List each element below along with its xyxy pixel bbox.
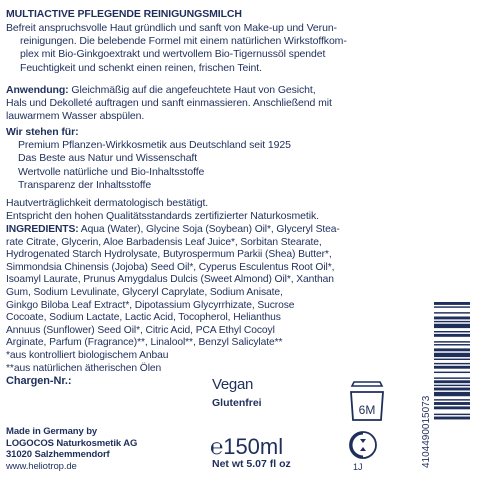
barcode bbox=[420, 300, 472, 470]
intro-line: reinigungen. Die belebende Formel mit einem natürlichen Wirkstoffkom- bbox=[20, 35, 347, 48]
barcode-bar bbox=[434, 406, 470, 409]
batch-label: Chargen-Nr.: bbox=[6, 375, 72, 387]
values-section bbox=[6, 126, 291, 192]
dermatology-text: Entspricht den hohen Qualitätsstandards zertifizierter Naturkosmetik. bbox=[6, 210, 319, 223]
usage-text: Gleichmäßig auf die angefeuchtete Haut von Gesicht, bbox=[71, 84, 316, 96]
pao-label: 6M bbox=[358, 403, 376, 417]
volume-metric bbox=[210, 434, 283, 460]
green-dot-icon bbox=[348, 430, 378, 465]
barcode-bar bbox=[434, 380, 470, 383]
barcode-bar bbox=[434, 312, 470, 313]
usage-section bbox=[6, 84, 332, 124]
product-description bbox=[6, 22, 466, 75]
vegan-claim: Vegan bbox=[212, 376, 254, 393]
barcode-bar bbox=[434, 366, 470, 369]
values-item: Das Beste aus Natur und Wissenschaft bbox=[18, 152, 198, 165]
ingredients-footnote: *aus kontrolliert biologischem Anbau bbox=[6, 349, 169, 361]
dermatology-section bbox=[6, 197, 319, 223]
manufacturer-line: LOGOCOS Naturkosmetik AG bbox=[6, 437, 138, 449]
barcode-bar bbox=[434, 353, 470, 357]
manufacturer-url: www.heliotrop.de bbox=[6, 461, 77, 472]
values-item: Transparenz der Inhaltsstoffe bbox=[18, 178, 152, 191]
barcode-bar bbox=[434, 388, 470, 391]
ingredients-line: Arginate, Parfum (Fragrance)**, Linalool**, Benzyl Salicylate** bbox=[6, 337, 283, 349]
estimated-sign: ℮ bbox=[210, 434, 224, 459]
usage-text: Hals und Dekolleté auftragen und sanft einmassieren. Anschließend mit bbox=[6, 97, 332, 110]
ingredients-text: Aqua (Water), Glycine Soja (Soybean) Oil*, Glyceryl Stea- bbox=[78, 224, 340, 235]
barcode-number: 4104490015073 bbox=[421, 395, 432, 468]
gluten-free-claim: Glutenfrei bbox=[212, 397, 262, 409]
barcode-bar bbox=[434, 334, 470, 337]
manufacturer-info bbox=[6, 426, 137, 461]
barcode-bar bbox=[434, 317, 470, 320]
barcode-bar bbox=[434, 306, 470, 307]
barcode-bar bbox=[434, 359, 470, 360]
ingredients-line: Hydrogenated Starch Hydrolysate, Butyrospermum Parkii (Shea) Butter*, bbox=[6, 249, 332, 261]
ingredients-footnote: **aus natürlichen ätherischen Ölen bbox=[6, 362, 162, 374]
intro-line: Feuchtigkeit und schenkt einen reinen, frischen Teint. bbox=[20, 61, 262, 74]
ingredients-line: Isoamyl Laurate, Prunus Amygdalus Dulcis (Sweet Almond) Oil*, Xanthan bbox=[6, 274, 334, 286]
barcode-bar bbox=[434, 348, 470, 351]
barcode-bar bbox=[434, 344, 470, 345]
intro-line: Befreit anspruchsvolle Haut gründlich und sanft von Make-up und Verun- bbox=[6, 22, 337, 34]
product-title: MULTIACTIVE PFLEGENDE REINIGUNGSMILCH bbox=[6, 8, 242, 20]
ingredients-label: INGREDIENTS: bbox=[6, 224, 79, 235]
manufacturer-line: Made in Germany by bbox=[6, 426, 98, 437]
barcode-bar bbox=[434, 417, 470, 420]
manufacturer-line: 31020 Salzhemmendorf bbox=[6, 449, 110, 460]
barcode-bar bbox=[434, 372, 470, 373]
barcode-bar bbox=[434, 385, 470, 386]
barcode-bar bbox=[434, 377, 470, 378]
barcode-bar bbox=[434, 414, 470, 415]
batch-code: 1J bbox=[353, 462, 363, 472]
barcode-bar bbox=[434, 321, 470, 322]
ingredients-line: Annuus (Sunflower) Seed Oil*, Citric Acid, PCA Ethyl Cocoyl bbox=[6, 324, 275, 336]
barcode-bar bbox=[434, 402, 470, 405]
barcode-bar bbox=[434, 363, 470, 364]
intro-line: plex mit Bio-Ginkgoextrakt und wertvollem Bio-Tigernussöl spendet bbox=[20, 48, 326, 61]
ingredients-line: Gum, Sodium Levulinate, Glyceryl Caprylate, Sodium Anisate, bbox=[6, 286, 283, 298]
barcode-bar bbox=[434, 331, 470, 332]
barcode-bar bbox=[434, 341, 470, 342]
barcode-bar bbox=[434, 302, 470, 305]
volume-imperial: Net wt 5.07 fl oz bbox=[212, 458, 291, 470]
pao-jar-icon bbox=[344, 378, 390, 429]
barcode-bar bbox=[434, 392, 470, 396]
values-item: Premium Pflanzen-Wirkkosmetik aus Deutschland seit 1925 bbox=[18, 139, 291, 152]
ingredients-line: rate Citrate, Glycerin, Aloe Barbadensis Leaf Juice*, Sorbitan Stearate, bbox=[6, 236, 322, 248]
barcode-bar bbox=[434, 399, 470, 400]
volume-value: 150ml bbox=[223, 434, 284, 459]
ingredients-line: Cocoate, Sodium Lactate, Lactic Acid, Tocopherol, Helianthus bbox=[6, 312, 281, 324]
values-item: Wertvolle natürliche und Bio-Inhaltsstoffe bbox=[18, 165, 205, 178]
values-heading: Wir stehen für: bbox=[6, 126, 79, 138]
ingredients-line: Simmondsia Chinensis (Jojoba) Seed Oil*, Cyperus Esculentus Root Oil*, bbox=[6, 261, 335, 273]
ingredients-line: Ginkgo Biloba Leaf Extract*, Dipotassium Glycyrrhizate, Sucrose bbox=[6, 299, 295, 311]
usage-label: Anwendung: bbox=[6, 84, 69, 96]
usage-text: lauwarmem Wasser abspülen. bbox=[6, 110, 145, 123]
ingredients-section bbox=[6, 224, 340, 375]
dermatology-text: Hautverträglichkeit dermatologisch bestätigt. bbox=[6, 197, 209, 209]
barcode-bar bbox=[434, 324, 470, 328]
